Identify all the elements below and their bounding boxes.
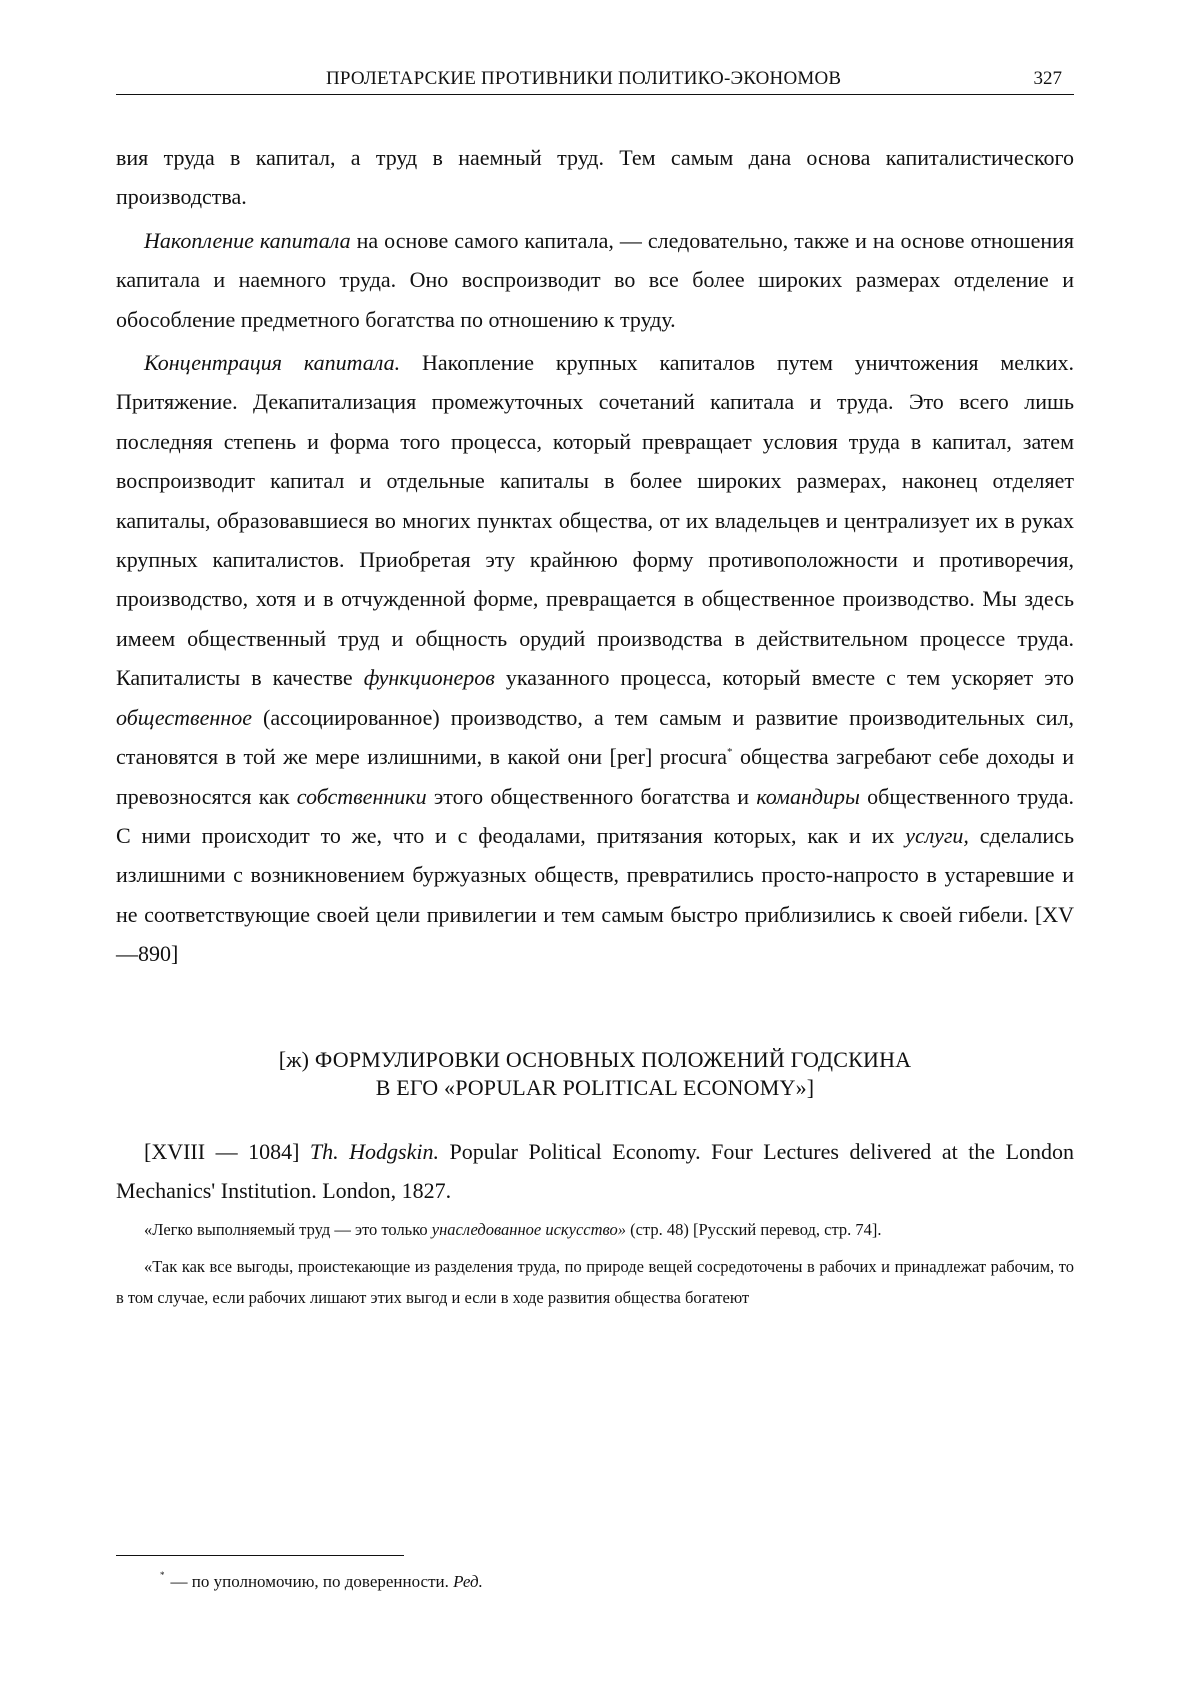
paragraph-3-text-d: общества загребают себе доходы и превозносятся как [116, 744, 1074, 809]
quote-1-emphasis: унаследованное искусство» [431, 1220, 626, 1239]
entry-paragraph [116, 1132, 1074, 1210]
running-header [116, 66, 1074, 95]
footnote-marker: * [726, 746, 733, 759]
paragraph-1-text: вия труда в капитал, а труд в наемный труд. Тем самым дана основа капиталистического производства. [116, 145, 1074, 210]
footnote-mark: * [160, 1570, 165, 1580]
quote-2 [116, 1251, 1074, 1313]
footnote [116, 1563, 1074, 1594]
bibliographic-entry [116, 1132, 1074, 1210]
paragraph-3 [116, 343, 1074, 974]
emphasis-accumulation: Накопление капитала [144, 227, 351, 253]
emphasis-social: общественное [116, 704, 252, 730]
paragraph-3-text-g: сделались излишними с возникновением буржуазных обществ, превратились просто-напросто в устаревшие и не соответствующие своей цели привилегии и тем самым быстро приблизились к своей гибели. [XV—890] [116, 822, 1074, 967]
paragraph-3-text-c: (ассоциированное) производство, а тем самым и развитие производительных сил, становятся в той же мере излишними, в какой они [per] procura [116, 704, 1074, 770]
paragraph-2-text: на основе самого капитала, — следовательно, также и на основе отношения капитала и наемного труда. Оно воспроизводит во все более широких размерах отделение и обособление предметного богатства по отношению к труду. [116, 227, 1075, 332]
quote-1-text-a: «Легко выполняемый труд — это только [144, 1220, 432, 1239]
section-heading [116, 1046, 1074, 1102]
section-heading-line-2: В ЕГО «POPULAR POLITICAL ECONOMY»] [375, 1075, 815, 1100]
emphasis-concentration: Концентрация капитала. [144, 350, 401, 376]
footnote-text: — по уполномочию, по доверенности. [170, 1572, 454, 1591]
quote-1 [116, 1214, 1074, 1245]
emphasis-services: услуги, [905, 822, 969, 848]
quote-2-text: «Так как все выгоды, проистекающие из разделения труда, по природе вещей сосредоточены в рабочих и принадлежат рабочим, то в том случае, если рабочих лишают этих выгод и если в ходе развития общества богатеют [116, 1257, 1074, 1307]
quotations [116, 1214, 1074, 1319]
emphasis-functionaries: функционеров [363, 665, 495, 691]
paragraph-3-text-f: общественного труда. С ними происходит то же, что и с феодалами, притязания которых, как и их [116, 783, 1074, 848]
page-number: 327 [1033, 68, 1062, 89]
main-text [116, 138, 1074, 978]
quote-1-text-b: (стр. 48) [Русский перевод, стр. 74]. [625, 1220, 882, 1239]
paragraph-3-text-b: указанного процесса, который вместе с тем ускоряет это [494, 665, 1074, 691]
paragraph-3-text-a: Накопление крупных капиталов путем уничтожения мелких. Притяжение. Декапитализация промежуточных сочетаний капитала и труда. Это всего лишь последняя степень и форма того процесса, который превращает условия труда в капитал, затем воспроизводит капитал и отдельные капиталы в более широких размерах, наконец отделяет капиталы, образовавшиеся во многих пунктах общества, от их владельцев и централизует их в руках крупных капиталистов. Приобретая эту крайнюю форму противоположности и противоречия, производство, хотя и в отчужденной форме, превращается в общественное производство. Мы здесь имеем общественный труд и общность орудий производства в действительном процессе труда. Капиталисты в качестве [116, 350, 1074, 691]
paragraph-3-text-e: этого общественного богатства и [426, 783, 757, 809]
paragraph-2 [116, 221, 1074, 339]
footnote-rule [116, 1555, 404, 1556]
entry-author: Th. Hodgskin. [309, 1139, 439, 1164]
paragraph-1 [116, 138, 1074, 217]
entry-ref-title: Popular Political Economy. Four Lectures delivered at the London Mechanics' Institution. London, 1827. [116, 1139, 1075, 1203]
running-title: ПРОЛЕТАРСКИЕ ПРОТИВНИКИ ПОЛИТИКО-ЭКОНОМОВ [326, 68, 842, 89]
emphasis-owners: собственники [296, 783, 427, 809]
footnote-editor: Ред. [453, 1572, 483, 1591]
emphasis-commanders: командиры [756, 783, 860, 809]
entry-ref-prefix: [XVIII — 1084] [144, 1139, 310, 1164]
section-heading-line-1: [ж) ФОРМУЛИРОВКИ ОСНОВНЫХ ПОЛОЖЕНИЙ ГОДСКИНА [278, 1047, 912, 1072]
